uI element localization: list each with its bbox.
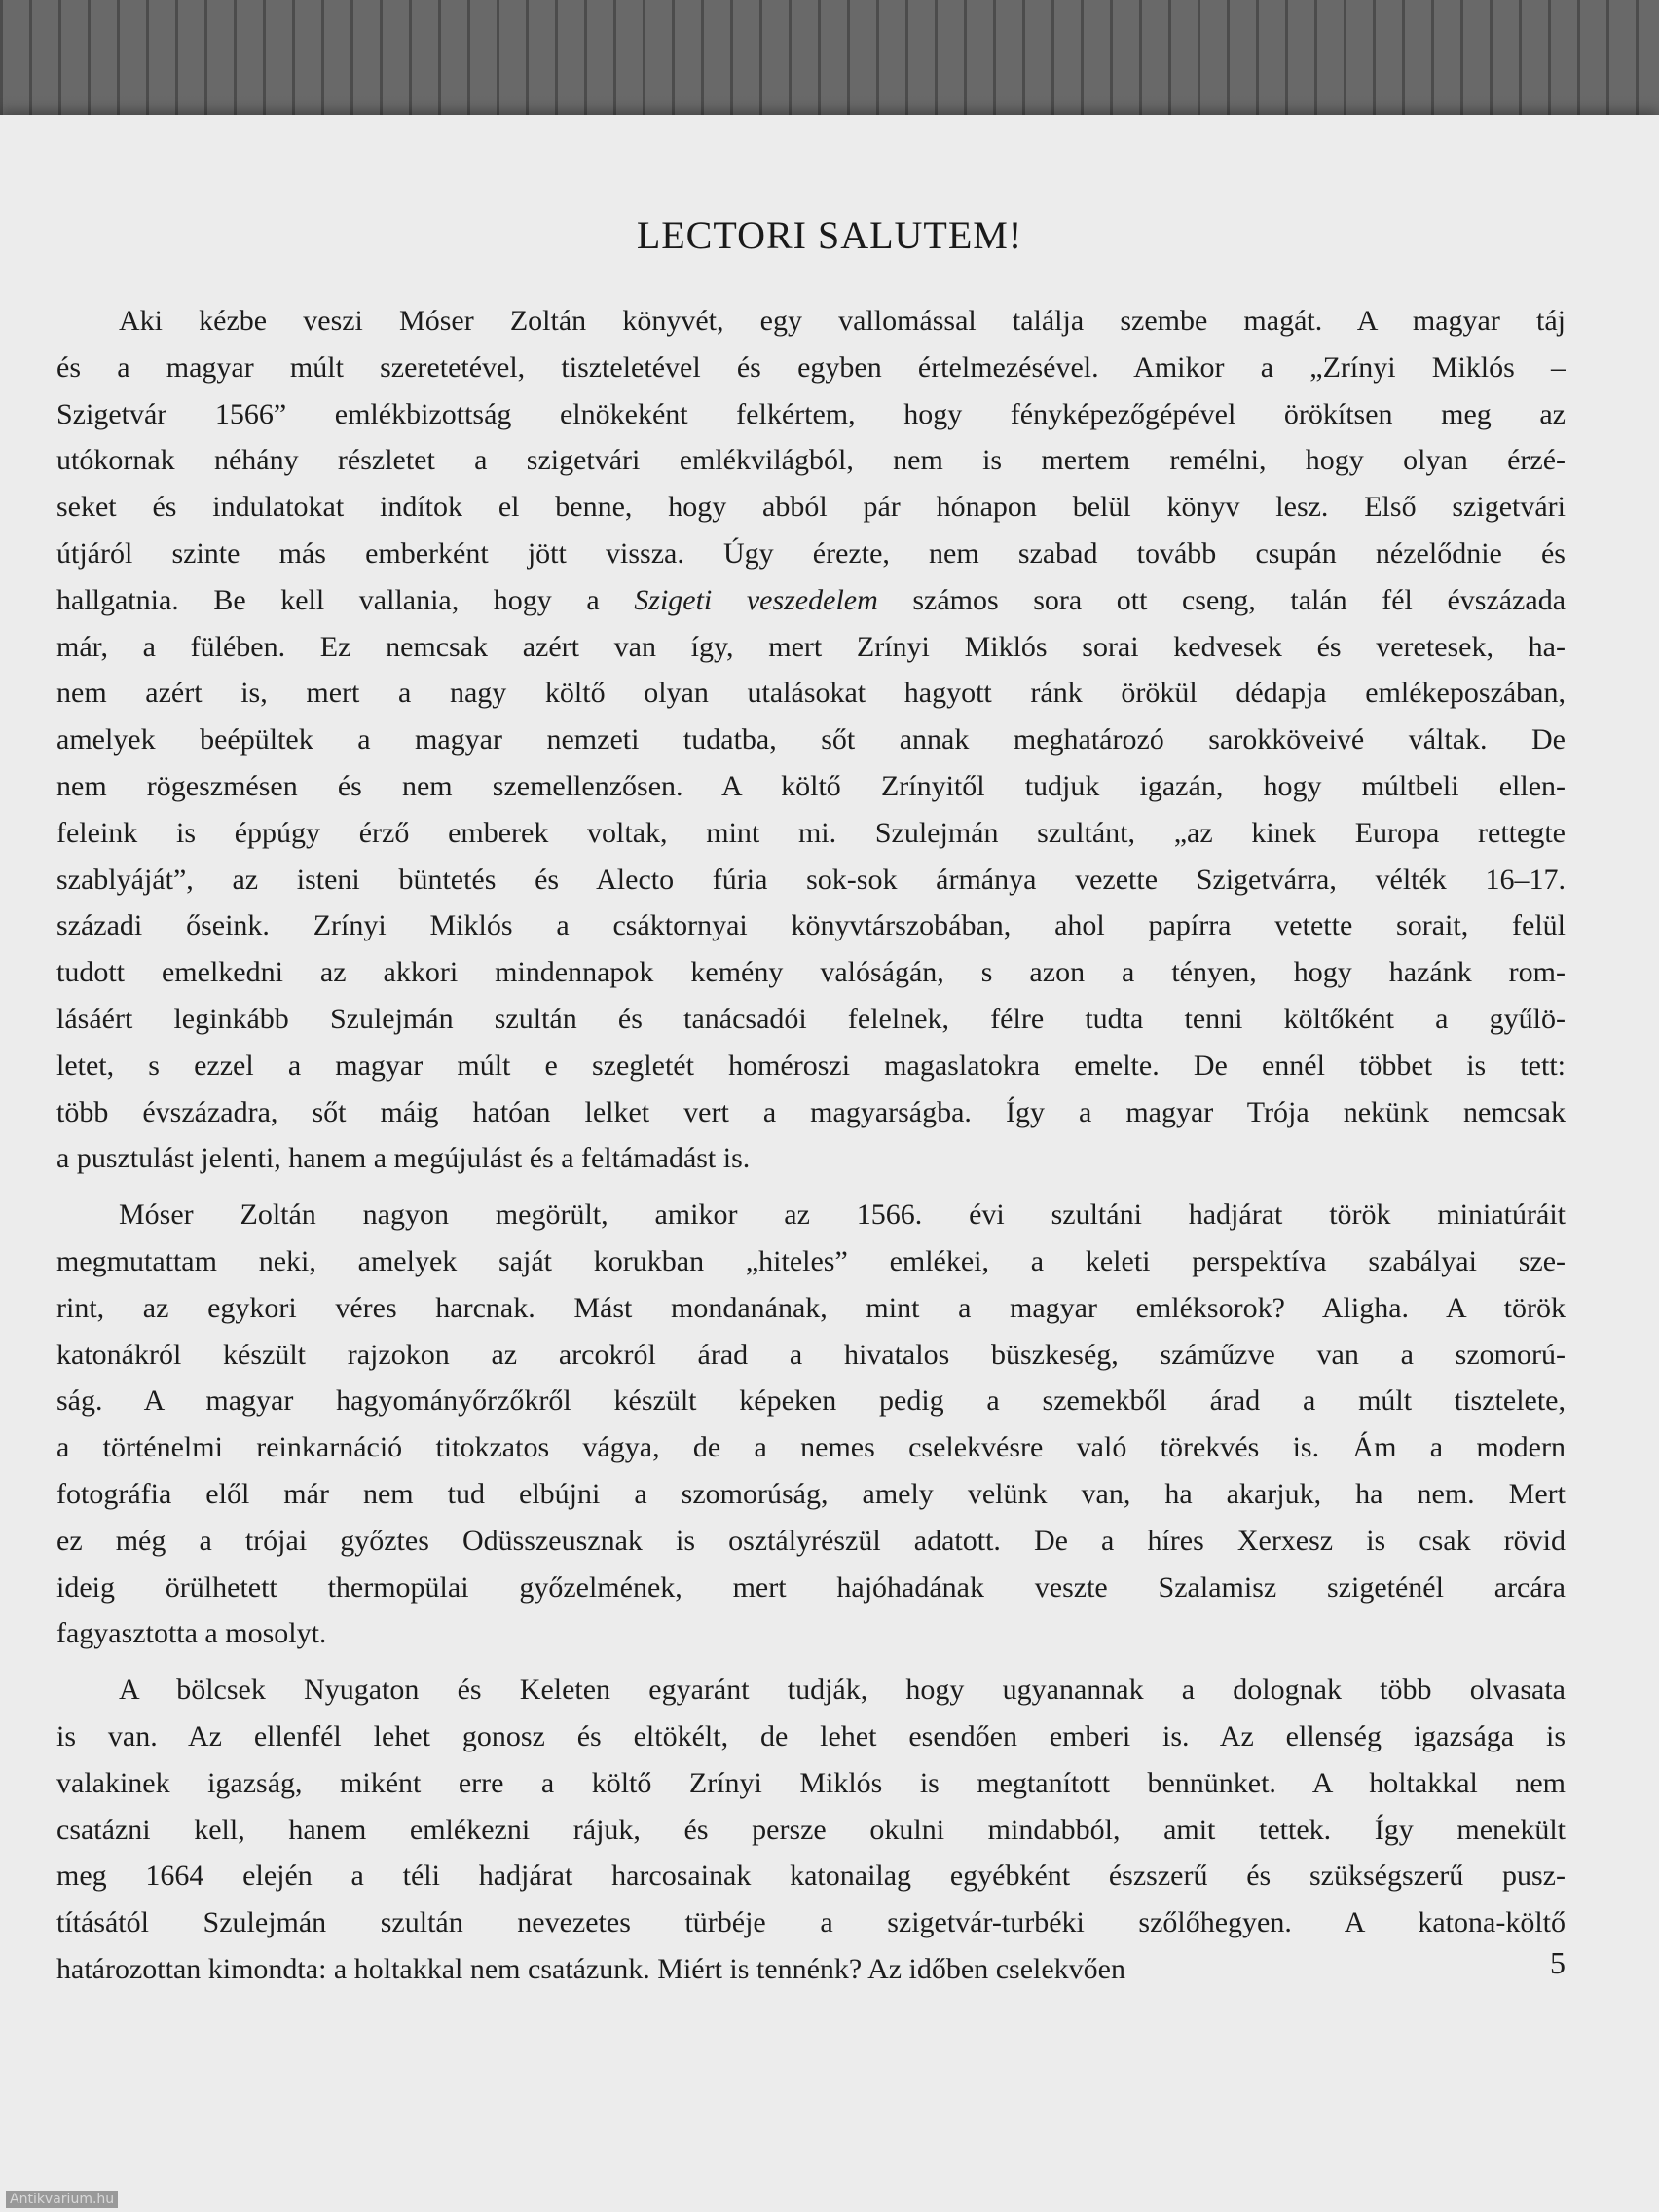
text-line: nem azért is, mert a nagy költő olyan utalásokat hagyott ránk örökül dédapja emlékeposzában,	[56, 677, 1566, 710]
text-line: Móser Zoltán nagyon megörült, amikor az 1566. évi szultáni hadjárat török miniatúráit	[119, 1198, 1566, 1232]
text-line: már, a fülében. Ez nemcsak azért van így, mert Zrínyi Miklós sorai kedvesek és veretesek, ha-	[56, 630, 1566, 663]
body-text	[56, 298, 1566, 2003]
text-line: ideig örülhetett thermopülai győzelmének, mert hajóhadának veszte Szalamisz szigeténél arcára	[56, 1570, 1566, 1604]
italic-title: Szigeti veszedelem	[634, 583, 878, 616]
text-line: a történelmi reinkarnáció titokzatos vágya, de a nemes cselekvésre való törekvés is. Ám a modern	[56, 1431, 1566, 1464]
text-line: letet, s ezzel a magyar múlt e szegletét homéroszi magaslatokra emelte. De ennél többet is tett:	[56, 1049, 1566, 1082]
text-line: katonákról készült rajzokon az arcokról árad a hivatalos büszkeség, száműzve van a szomorú-	[56, 1338, 1566, 1371]
text-line: több évszázadra, sőt máig hatóan lelket vert a magyarságba. Így a magyar Trója nekünk nemcsak	[56, 1095, 1566, 1128]
text-line: Szigetvár 1566” emlékbizottság elnökeként felkértem, hogy fényképezőgépével örökítsen meg az	[56, 397, 1566, 430]
text-line: A bölcsek Nyugaton és Keleten egyaránt tudják, hogy ugyanannak a dolognak több olvasata	[119, 1674, 1566, 1707]
text-line: szablyáját”, az isteni büntetés és Alecto fúria sok-sok ármánya vezette Szigetvárra, vélték 16–17.	[56, 863, 1566, 896]
text-line: megmutattam neki, amelyek saját korukban „hiteles” emlékei, a keleti perspektíva szabályai sze-	[56, 1244, 1566, 1277]
paragraph	[56, 1667, 1566, 1993]
text-line: Aki kézbe veszi Móser Zoltán könyvét, egy vallomással találja szembe magát. A magyar táj	[119, 305, 1566, 337]
text-line: ez még a trójai győztes Odüsszeusznak is osztályrészül adatott. De a híres Xerxesz is csak rövid	[56, 1524, 1566, 1557]
page-number: 5	[1550, 1945, 1566, 1980]
text-line: csatázni kell, hanem emlékezni rájuk, és persze okulni mindabból, amit tettek. Így menekült	[56, 1813, 1566, 1846]
text-line: utókornak néhány részletet a szigetvári emlékvilágból, nem is mertem remélni, hogy olyan érzé-	[56, 444, 1566, 477]
text-line: a pusztulást jelenti, hanem a megújulást és a feltámadást is.	[56, 1142, 751, 1175]
paragraph	[56, 298, 1566, 1182]
text-line: valakinek igazság, miként erre a költő Zrínyi Miklós is megtanított bennünket. A holtakkal nem	[56, 1766, 1566, 1799]
text-line: fagyasztotta a mosolyt.	[56, 1617, 327, 1650]
text-line: feleink is éppúgy érző emberek voltak, mint mi. Szulejmán szultánt, „az kinek Europa rettegte	[56, 816, 1566, 849]
text-line: ság. A magyar hagyományőrzőkről készült képeken pedig a szemekből árad a múlt tisztelete,	[56, 1384, 1566, 1418]
text-line: századi őseink. Zrínyi Miklós a csáktornyai könyvtárszobában, ahol papírra vetette sorait, felül	[56, 909, 1566, 942]
text-line: fotográfia elől már nem tud elbújni a szomorúság, amely velünk van, ha akarjuk, ha nem. Mert	[56, 1477, 1566, 1510]
page-title: LECTORI SALUTEM!	[636, 213, 1023, 257]
text-line: rint, az egykori véres harcnak. Mást mondanának, mint a magyar emléksorok? Aligha. A török	[56, 1291, 1566, 1324]
book-edge-background	[0, 0, 1659, 115]
watermark: Antikvarium.hu	[6, 2191, 118, 2208]
text-line: tudott emelkedni az akkori mindennapok kemény valóságán, s azon a tényen, hogy hazánk rom-	[56, 956, 1566, 989]
paragraph	[56, 1192, 1566, 1657]
text-line: meg 1664 elején a téli hadjárat harcosainak katonailag egyébként észszerű és szükségszerű pusz-	[56, 1860, 1566, 1893]
text-line: határozottan kimondta: a holtakkal nem csatázunk. Miért is tennénk? Az időben cselekvően	[56, 1952, 1125, 1985]
text-line: is van. Az ellenfél lehet gonosz és eltökélt, de lehet esendően emberi is. Az ellenség igazsága is	[56, 1719, 1566, 1752]
text-line: seket és indulatokat indítok el benne, hogy abból pár hónapon belül könyv lesz. Első szigetvári	[56, 491, 1566, 524]
text-line: nem rögeszmésen és nem szemellenzősen. A költő Zrínyitől tudjuk igazán, hogy múltbeli ellen-	[56, 769, 1566, 802]
text-line: lásáért leginkább Szulejmán szultán és tanácsadói felelnek, félre tudta tenni költőként a gyűlö-	[56, 1002, 1566, 1035]
text-line: amelyek beépültek a magyar nemzeti tudatba, sőt annak meghatározó sarokköveivé váltak. De	[56, 723, 1566, 756]
text-line: útjáról szinte más emberként jött vissza. Úgy érezte, nem szabad tovább csupán nézelődnie és	[56, 536, 1566, 570]
text-line: és a magyar múlt szeretetével, tiszteletével és egyben értelmezésével. Amikor a „Zrínyi Miklós –	[56, 350, 1566, 384]
text-line: hallgatnia. Be kell vallania, hogy a Szigeti veszedelem számos sora ott cseng, talán fél évszázada	[56, 583, 1566, 616]
text-line: tításától Szulejmán szultán nevezetes türbéje a szigetvár-turbéki szőlőhegyen. A katona-költő	[56, 1906, 1566, 1939]
